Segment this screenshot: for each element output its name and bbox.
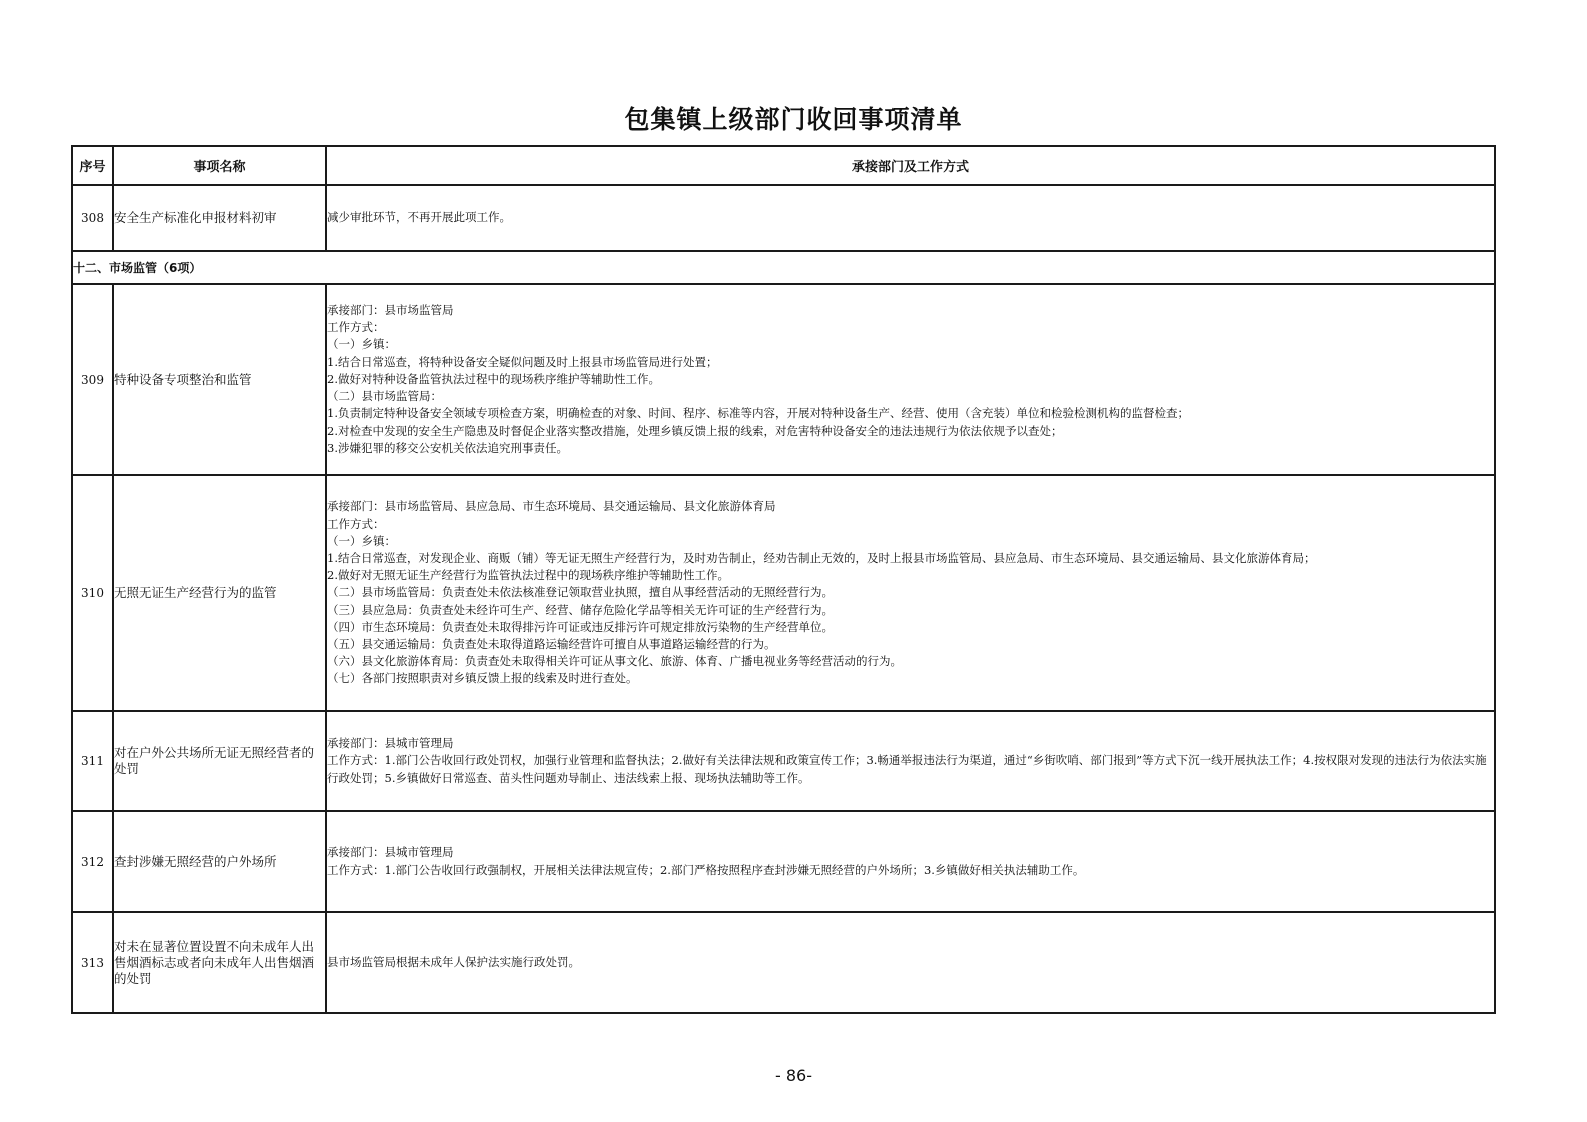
- item-method: [326, 284, 1495, 475]
- table-row: [72, 475, 1495, 711]
- method-line: 2.做好对特种设备监管执法过程中的现场秩序维护等辅助性工作。: [327, 371, 660, 386]
- method-line: 3.涉嫌犯罪的移交公安机关依法追究刑事责任。: [327, 440, 568, 455]
- method-line: 工作方式：1.部门公告收回行政处罚权，加强行业管理和监督执法；2.做好有关法律法规和政策宣传工作；3.畅通举报违法行为渠道，通过“乡街吹哨、部门报到”等方式下沉一线开展执法工作；4.按权限对发现的违法行为依法实施行政处罚；5.乡镇做好日常巡查、苗头性问题劝导制止、违法线索上报、现场执法辅助等工作。: [327, 753, 1487, 785]
- item-method: [326, 811, 1495, 912]
- item-name: 无照无证生产经营行为的监管: [113, 475, 326, 711]
- item-name: 特种设备专项整治和监管: [113, 284, 326, 475]
- item-method: [326, 711, 1495, 811]
- method-line: 承接部门：县市场监管局、县应急局、市生态环境局、县交通运输局、县文化旅游体育局: [327, 499, 776, 514]
- method-line: 承接部门：县城市管理局: [327, 845, 454, 860]
- items-table: [71, 145, 1496, 1014]
- item-method: [326, 185, 1495, 251]
- item-number: 309: [72, 284, 113, 475]
- method-line: （六）县文化旅游体育局：负责查处未取得相关许可证从事文化、旅游、体育、广播电视业务等经营活动的行为。: [327, 654, 902, 669]
- item-number: 311: [72, 711, 113, 811]
- item-name: 安全生产标准化申报材料初审: [113, 185, 326, 251]
- method-line: （二）县市场监管局：: [327, 389, 442, 404]
- table-body: [72, 185, 1495, 1013]
- method-line: 2.对检查中发现的安全生产隐患及时督促企业落实整改措施，处理乡镇反馈上报的线索，对危害特种设备安全的违法违规行为依法依规予以查处；: [327, 423, 1063, 438]
- page-number: - 86-: [775, 1066, 812, 1085]
- item-number: 313: [72, 912, 113, 1013]
- item-name: 对在户外公共场所无证无照经营者的处罚: [113, 711, 326, 811]
- method-line: （一）乡镇：: [327, 337, 396, 352]
- method-line: 工作方式：1.部门公告收回行政强制权，开展相关法律法规宣传；2.部门严格按照程序查封涉嫌无照经营的户外场所；3.乡镇做好相关执法辅助工作。: [327, 862, 1085, 877]
- method-line: （一）乡镇：: [327, 533, 396, 548]
- method-line: （三）县应急局：负责查处未经许可生产、经营、储存危险化学品等相关无许可证的生产经营行为。: [327, 602, 833, 617]
- table-row: [72, 811, 1495, 912]
- section-row: [72, 251, 1495, 284]
- item-name: 查封涉嫌无照经营的户外场所: [113, 811, 326, 912]
- header-name: 事项名称: [113, 146, 326, 185]
- item-number: 310: [72, 475, 113, 711]
- method-line: （四）市生态环境局：负责查处未取得排污许可证或违反排污许可规定排放污染物的生产经营单位。: [327, 619, 833, 634]
- item-name: 对未在显著位置设置不向未成年人出售烟酒标志或者向未成年人出售烟酒的处罚: [113, 912, 326, 1013]
- method-line: （二）县市场监管局：负责查处未依法核准登记领取营业执照，擅自从事经营活动的无照经营行为。: [327, 585, 833, 600]
- item-method: [326, 475, 1495, 711]
- method-line: 减少审批环节，不再开展此项工作。: [327, 210, 511, 225]
- method-line: （五）县交通运输局：负责查处未取得道路运输经营许可擅自从事道路运输经营的行为。: [327, 637, 776, 651]
- method-line: 1.负责制定特种设备安全领域专项检查方案，明确检查的对象、时间、程序、标准等内容，开展对特种设备生产、经营、使用（含充装）单位和检验检测机构的监督检查；: [327, 406, 1189, 421]
- page-title: 包集镇上级部门收回事项清单: [624, 105, 963, 134]
- method-line: 承接部门：县城市管理局: [327, 736, 454, 751]
- method-line: 1.结合日常巡查，将特种设备安全疑似问题及时上报县市场监管局进行处置；: [327, 354, 718, 369]
- table-row: [72, 284, 1495, 475]
- section-title: 十二、市场监管（6项）: [72, 251, 1495, 284]
- header-num: 序号: [72, 146, 113, 185]
- table-header-row: [72, 146, 1495, 185]
- item-method: [326, 912, 1495, 1013]
- method-line: （七）各部门按照职责对乡镇反馈上报的线索及时进行查处。: [327, 671, 638, 686]
- method-line: 2.做好对无照无证生产经营行为监管执法过程中的现场秩序维护等辅助性工作。: [327, 568, 729, 583]
- table-row: [72, 711, 1495, 811]
- item-number: 312: [72, 811, 113, 912]
- table-row: [72, 185, 1495, 251]
- method-line: 1.结合日常巡查，对发现企业、商贩（铺）等无证无照生产经营行为，及时劝告制止，经劝告制止无效的，及时上报县市场监管局、县应急局、市生态环境局、县交通运输局、县文化旅游体育局；: [327, 550, 1316, 565]
- header-method: 承接部门及工作方式: [326, 146, 1495, 185]
- method-line: 县市场监管局根据未成年人保护法实施行政处罚。: [327, 954, 580, 969]
- method-line: 承接部门：县市场监管局: [327, 303, 454, 318]
- method-line: 工作方式：: [327, 320, 385, 335]
- item-number: 308: [72, 185, 113, 251]
- method-line: 工作方式：: [327, 516, 385, 531]
- table-row: [72, 912, 1495, 1013]
